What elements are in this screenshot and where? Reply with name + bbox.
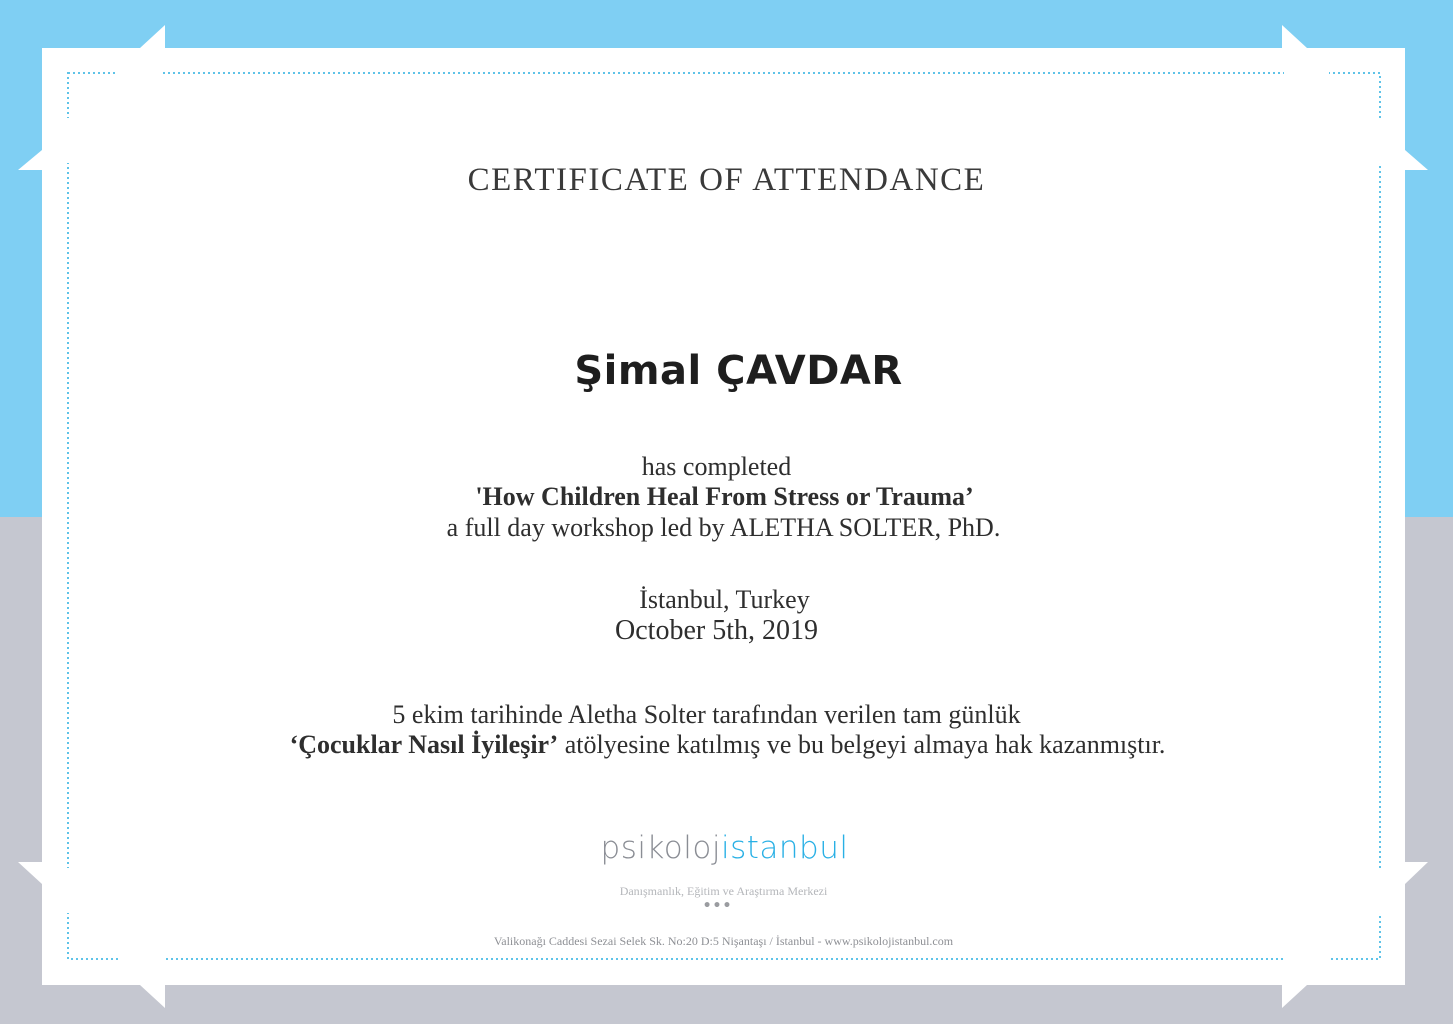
logo-part-2: istanbul bbox=[720, 830, 849, 866]
led-by-text: a full day workshop led by ALETHA SOLTER, PhD. bbox=[446, 513, 1001, 542]
logo-subtitle: Danışmanlık, Eğitim ve Araştırma Merkezi bbox=[619, 884, 828, 898]
workshop-title: 'How Children Heal From Stress or Trauma’ bbox=[475, 482, 974, 511]
recipient-name: Şimal ÇAVDAR bbox=[574, 348, 903, 394]
turkish-line-2-rest: atölyesine katılmış ve bu belgeyi almaya hak kazanmıştır. bbox=[558, 730, 1166, 759]
logo-part-1: psikoloj bbox=[600, 830, 721, 866]
certificate-title: CERTIFICATE OF ATTENDANCE bbox=[467, 162, 986, 198]
location-text: İstanbul, Turkey bbox=[639, 585, 810, 614]
turkish-line-2 bbox=[1, 730, 1453, 760]
completed-text: has completed bbox=[641, 452, 792, 481]
psikolojistanbul-logo bbox=[0, 830, 1451, 866]
turkish-line-1: 5 ekim tarihinde Aletha Solter tarafından verilen tam günlük bbox=[392, 700, 1021, 729]
turkish-workshop-title: ‘Çocuklar Nasıl İyileşir’ bbox=[289, 730, 559, 759]
date-text: October 5th, 2019 bbox=[615, 615, 818, 646]
footer-address: Valikonağı Caddesi Sezai Selek Sk. No:20 D:5 Nişantaşı / İstanbul - www.psikolojistanbul.com bbox=[493, 934, 954, 948]
dots-divider: ••• bbox=[702, 898, 733, 914]
